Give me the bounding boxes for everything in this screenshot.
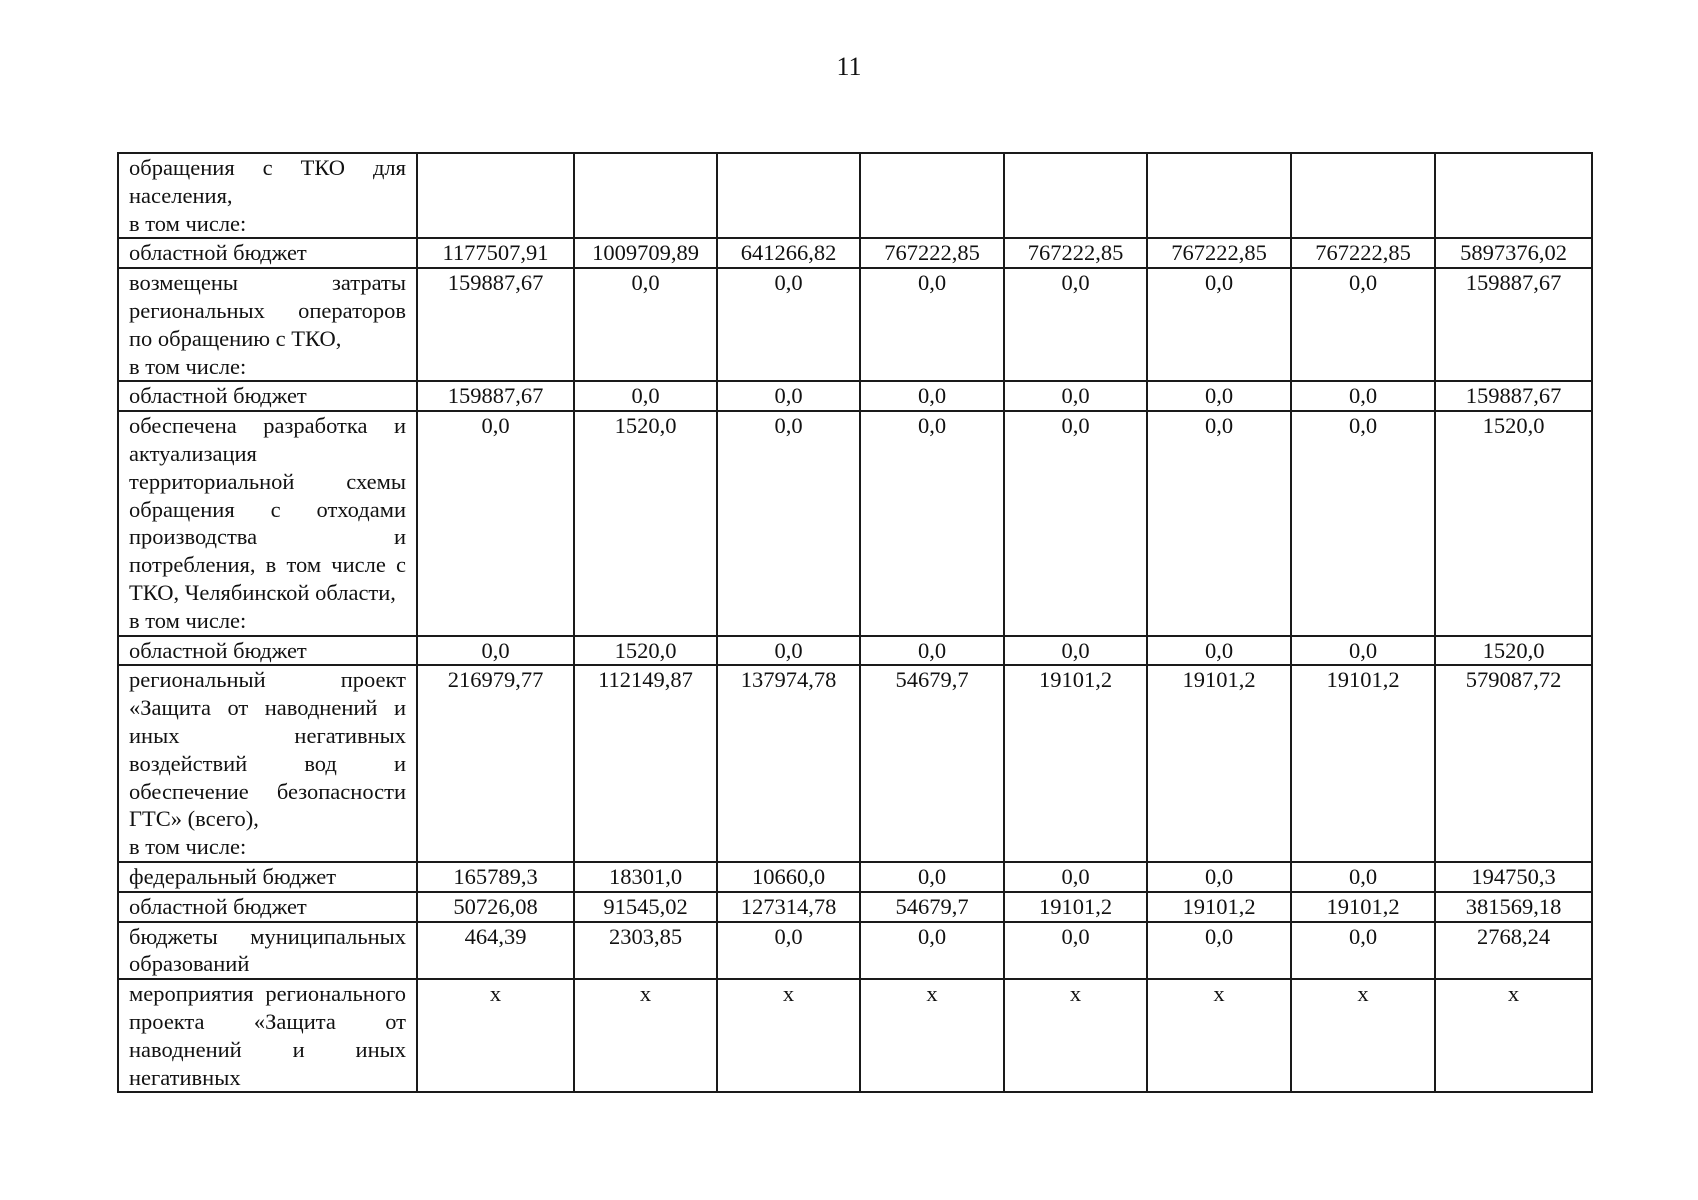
value-cell: х <box>1435 979 1592 1092</box>
row-label: обеспечена разработка и актуализация территориальной схемы обращения с отходами производства и потребления, в том числе с ТКО, Челябинской области, в том числе: <box>118 411 417 635</box>
value-cell: 0,0 <box>717 636 860 666</box>
value-cell: 0,0 <box>860 862 1004 892</box>
table-body <box>118 153 1592 1092</box>
value-cell: 579087,72 <box>1435 665 1592 862</box>
value-cell: 0,0 <box>1004 922 1147 980</box>
value-cell: 50726,08 <box>417 892 574 922</box>
value-cell: х <box>860 979 1004 1092</box>
value-cell: 127314,78 <box>717 892 860 922</box>
value-cell: 19101,2 <box>1004 665 1147 862</box>
value-cell <box>574 153 717 238</box>
value-cell: 641266,82 <box>717 238 860 268</box>
row-label: мероприятия регионального проекта «Защита от наводнений и иных негативных <box>118 979 417 1092</box>
value-cell: 54679,7 <box>860 665 1004 862</box>
value-cell <box>417 153 574 238</box>
row-label: бюджеты муниципальных образований <box>118 922 417 980</box>
value-cell <box>1291 153 1435 238</box>
value-cell: 0,0 <box>717 411 860 635</box>
value-cell: 10660,0 <box>717 862 860 892</box>
page-number: 11 <box>836 52 862 81</box>
value-cell: 165789,3 <box>417 862 574 892</box>
value-cell: 767222,85 <box>860 238 1004 268</box>
value-cell: 0,0 <box>1291 636 1435 666</box>
value-cell: 0,0 <box>1004 636 1147 666</box>
value-cell: 137974,78 <box>717 665 860 862</box>
row-label: областной бюджет <box>118 636 417 666</box>
table-row <box>118 411 1592 635</box>
value-cell: 0,0 <box>860 411 1004 635</box>
value-cell: 54679,7 <box>860 892 1004 922</box>
value-cell: 0,0 <box>717 268 860 381</box>
value-cell: 767222,85 <box>1147 238 1291 268</box>
value-cell: 0,0 <box>1004 268 1147 381</box>
value-cell: 2768,24 <box>1435 922 1592 980</box>
value-cell: 0,0 <box>1004 381 1147 411</box>
value-cell: 1520,0 <box>1435 411 1592 635</box>
table-row <box>118 862 1592 892</box>
value-cell: 464,39 <box>417 922 574 980</box>
value-cell: 1009709,89 <box>574 238 717 268</box>
value-cell: 0,0 <box>1004 411 1147 635</box>
table-row <box>118 238 1592 268</box>
value-cell: х <box>1147 979 1291 1092</box>
budget-table <box>117 152 1593 1093</box>
row-label: региональный проект «Защита от наводнений и иных негативных воздействий вод и обеспечение безопасности ГТС» (всего), в том числе: <box>118 665 417 862</box>
value-cell: 767222,85 <box>1004 238 1147 268</box>
value-cell: 0,0 <box>574 381 717 411</box>
value-cell: 91545,02 <box>574 892 717 922</box>
value-cell: х <box>717 979 860 1092</box>
value-cell: 0,0 <box>1147 636 1291 666</box>
value-cell: 0,0 <box>860 381 1004 411</box>
value-cell: 0,0 <box>574 268 717 381</box>
table-row <box>118 892 1592 922</box>
value-cell: 0,0 <box>1147 862 1291 892</box>
value-cell: 0,0 <box>1291 411 1435 635</box>
value-cell: 19101,2 <box>1291 665 1435 862</box>
table-row <box>118 922 1592 980</box>
row-label: федеральный бюджет <box>118 862 417 892</box>
value-cell: 2303,85 <box>574 922 717 980</box>
row-label: областной бюджет <box>118 381 417 411</box>
value-cell: 0,0 <box>717 381 860 411</box>
table-row <box>118 268 1592 381</box>
value-cell <box>860 153 1004 238</box>
value-cell: 0,0 <box>1004 862 1147 892</box>
value-cell: 216979,77 <box>417 665 574 862</box>
value-cell: 381569,18 <box>1435 892 1592 922</box>
value-cell: 0,0 <box>1147 381 1291 411</box>
value-cell: 0,0 <box>417 636 574 666</box>
value-cell: 0,0 <box>1291 922 1435 980</box>
value-cell: 1520,0 <box>574 636 717 666</box>
value-cell: 0,0 <box>717 922 860 980</box>
value-cell: х <box>574 979 717 1092</box>
value-cell <box>1004 153 1147 238</box>
row-label: возмещены затраты региональных операторов по обращению с ТКО, в том числе: <box>118 268 417 381</box>
row-label: областной бюджет <box>118 238 417 268</box>
value-cell: 0,0 <box>860 268 1004 381</box>
value-cell <box>1147 153 1291 238</box>
value-cell: 767222,85 <box>1291 238 1435 268</box>
value-cell <box>1435 153 1592 238</box>
value-cell: 1520,0 <box>574 411 717 635</box>
table-row <box>118 979 1592 1092</box>
value-cell: 194750,3 <box>1435 862 1592 892</box>
row-label: обращения с ТКО для населения, в том числе: <box>118 153 417 238</box>
value-cell: 18301,0 <box>574 862 717 892</box>
value-cell: х <box>1004 979 1147 1092</box>
value-cell: 159887,67 <box>417 268 574 381</box>
value-cell: 0,0 <box>1147 411 1291 635</box>
value-cell <box>717 153 860 238</box>
value-cell: 112149,87 <box>574 665 717 862</box>
row-label: областной бюджет <box>118 892 417 922</box>
table-row <box>118 381 1592 411</box>
value-cell: 0,0 <box>1291 862 1435 892</box>
value-cell: 159887,67 <box>417 381 574 411</box>
value-cell: 0,0 <box>860 636 1004 666</box>
value-cell: 0,0 <box>1147 922 1291 980</box>
table-row <box>118 153 1592 238</box>
value-cell: 159887,67 <box>1435 268 1592 381</box>
value-cell: 0,0 <box>860 922 1004 980</box>
value-cell: 5897376,02 <box>1435 238 1592 268</box>
value-cell: 0,0 <box>1291 381 1435 411</box>
value-cell: 159887,67 <box>1435 381 1592 411</box>
value-cell: 0,0 <box>417 411 574 635</box>
value-cell: х <box>417 979 574 1092</box>
value-cell: 19101,2 <box>1291 892 1435 922</box>
table-row <box>118 636 1592 666</box>
value-cell: 0,0 <box>1147 268 1291 381</box>
value-cell: 19101,2 <box>1004 892 1147 922</box>
value-cell: 19101,2 <box>1147 892 1291 922</box>
value-cell: х <box>1291 979 1435 1092</box>
value-cell: 1520,0 <box>1435 636 1592 666</box>
table-row <box>118 665 1592 862</box>
value-cell: 1177507,91 <box>417 238 574 268</box>
value-cell: 19101,2 <box>1147 665 1291 862</box>
value-cell: 0,0 <box>1291 268 1435 381</box>
